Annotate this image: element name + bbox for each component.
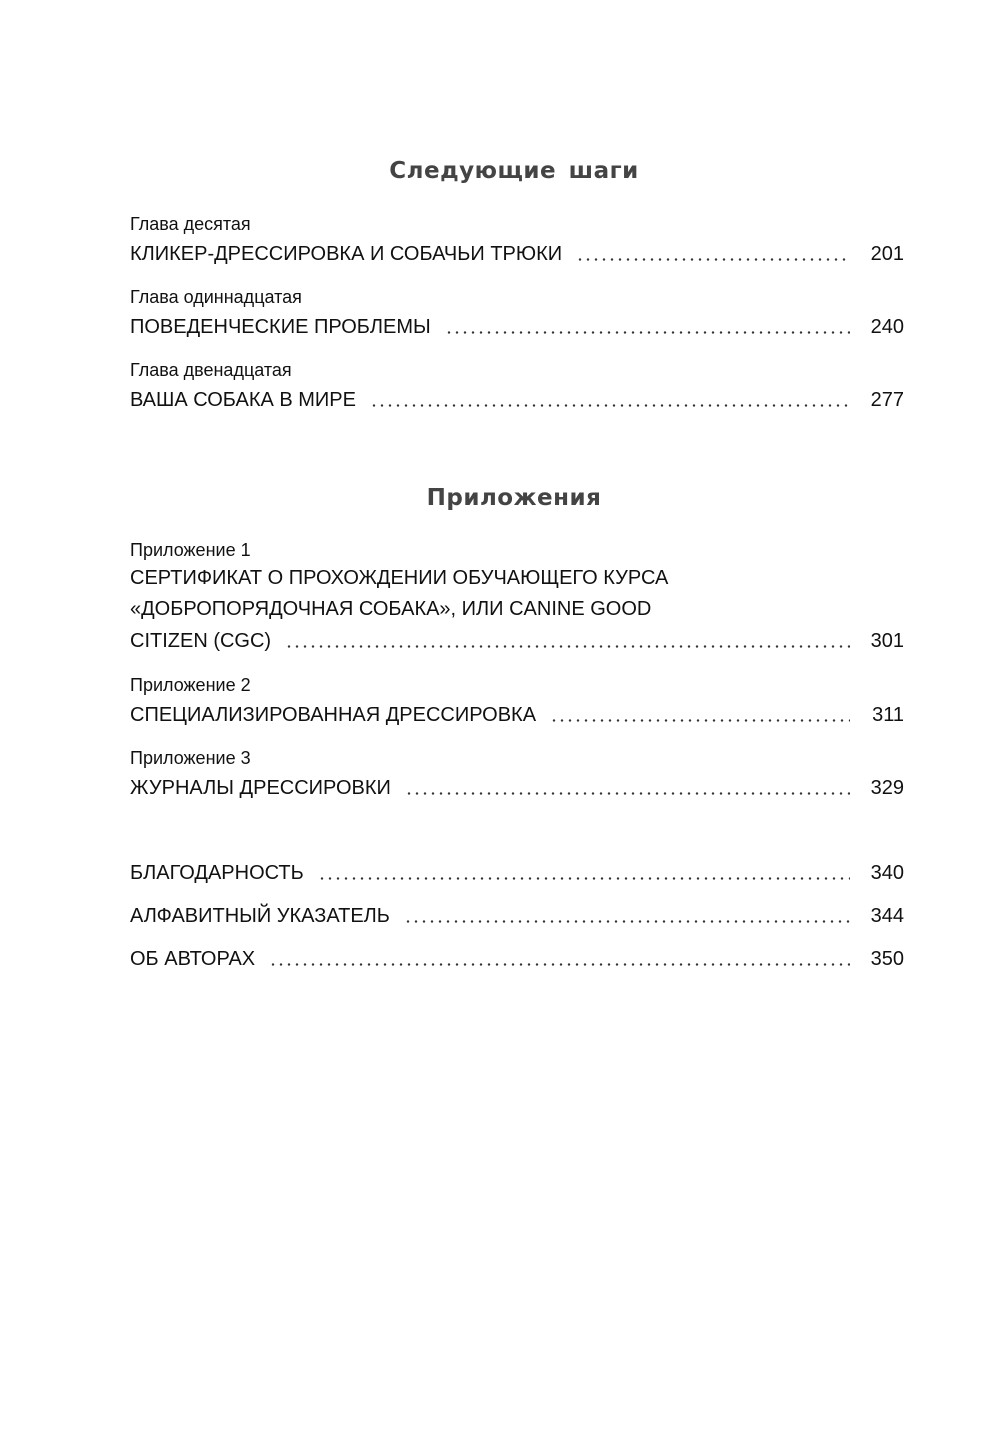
toc-entry-chapter-10[interactable] <box>130 240 904 266</box>
chapter-label: Глава одиннадцатая <box>130 287 302 307</box>
toc-entry-chapter-12[interactable] <box>130 386 904 412</box>
toc-entry-title: ОБ АВТОРАХ <box>130 948 256 970</box>
chapter-label: Глава десятая <box>130 214 251 234</box>
dot-leader <box>370 404 850 407</box>
page-number: 350 <box>870 948 904 970</box>
section-heading-next-steps: Следующие шаги <box>389 158 639 184</box>
toc-entry-appendix-2[interactable] <box>130 701 904 727</box>
toc-entry-title-line: СЕРТИФИКАТ О ПРОХОЖДЕНИИ ОБУЧАЮЩЕГО КУРСА <box>130 567 669 589</box>
toc-entry-title: ПОВЕДЕНЧЕСКИЕ ПРОБЛЕМЫ <box>130 316 431 338</box>
dot-leader <box>405 792 850 795</box>
page-number: 344 <box>870 905 904 927</box>
toc-entry-title: БЛАГОДАРНОСТЬ <box>130 862 304 884</box>
toc-entry-title: ВАША СОБАКА В МИРЕ <box>130 389 356 411</box>
page-number: 311 <box>872 704 904 726</box>
toc-entry-appendix-3[interactable] <box>130 774 904 800</box>
toc-entry-chapter-11[interactable] <box>130 313 904 339</box>
toc-entry-index[interactable] <box>130 902 904 928</box>
appendix-label: Приложение 2 <box>130 675 251 695</box>
page-number: 340 <box>870 862 904 884</box>
toc-entry-about-authors[interactable] <box>130 945 904 971</box>
dot-leader <box>404 920 850 923</box>
toc-entry-title: АЛФАВИТНЫЙ УКАЗАТЕЛЬ <box>130 905 390 927</box>
page-number: 240 <box>870 316 904 338</box>
dot-leader <box>445 331 850 334</box>
toc-entry-title: CITIZEN (CGC) <box>130 630 272 652</box>
chapter-label: Глава двенадцатая <box>130 360 292 380</box>
page-number: 301 <box>870 630 904 652</box>
toc-entry-appendix-1[interactable] <box>130 627 904 653</box>
page-number: 201 <box>870 243 904 265</box>
page-number: 329 <box>870 777 904 799</box>
toc-entry-title: ЖУРНАЛЫ ДРЕССИРОВКИ <box>130 777 391 799</box>
toc-entry-title: КЛИКЕР-ДРЕССИРОВКА И СОБАЧЬИ ТРЮКИ <box>130 243 563 265</box>
appendix-label: Приложение 1 <box>130 540 251 560</box>
appendix-label: Приложение 3 <box>130 748 251 768</box>
dot-leader <box>318 877 850 880</box>
section-heading-appendices: Приложения <box>426 485 602 511</box>
dot-leader <box>576 258 850 261</box>
page-number: 277 <box>870 389 904 411</box>
toc-entry-acknowledgements[interactable] <box>130 859 904 885</box>
dot-leader <box>269 963 850 966</box>
dot-leader <box>285 645 850 648</box>
dot-leader <box>550 719 850 722</box>
toc-entry-title-line: «ДОБРОПОРЯДОЧНАЯ СОБАКА», ИЛИ CANINE GOOD <box>130 598 652 620</box>
toc-entry-title: СПЕЦИАЛИЗИРОВАННАЯ ДРЕССИРОВКА <box>130 704 537 726</box>
